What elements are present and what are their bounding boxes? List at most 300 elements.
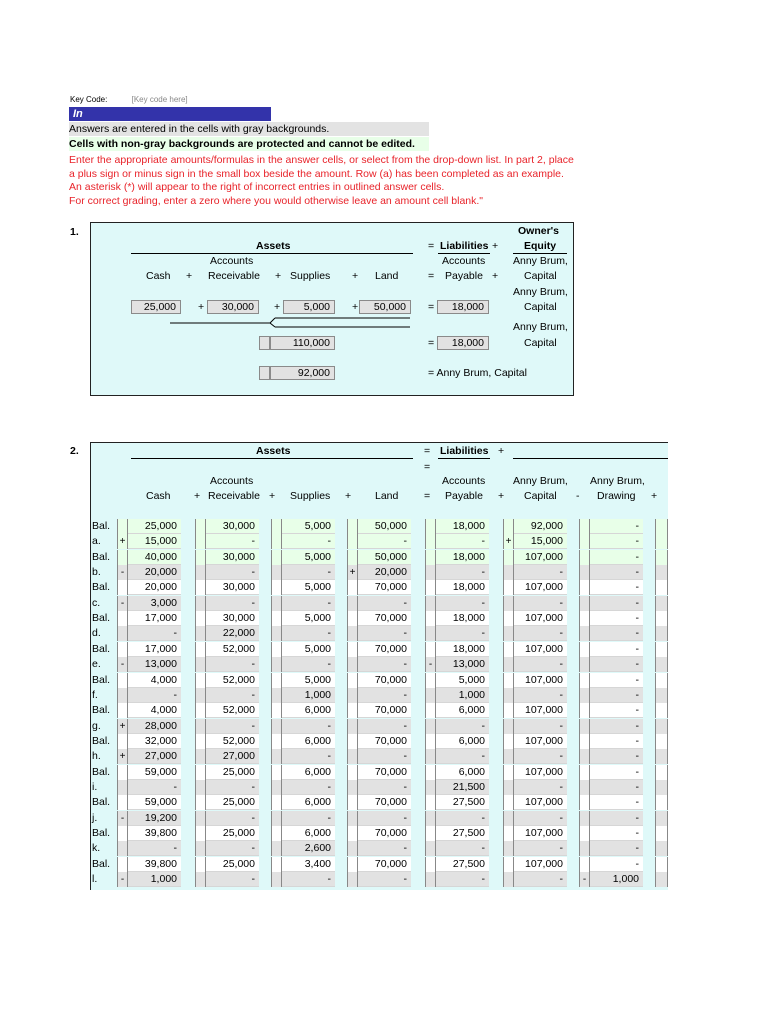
supplies-label: Supplies [290,270,331,282]
supplies-cell[interactable]: - [282,719,335,734]
accounts-payable-cell[interactable]: 6,000 [436,734,489,749]
supplies-sign-box[interactable] [271,811,282,826]
accounts-receivable-sign-box[interactable] [195,657,206,672]
capital-sign-box[interactable] [503,841,514,856]
accounts-receivable-sign-box[interactable] [195,719,206,734]
capital-cell[interactable]: - [514,657,567,672]
overflow-cell [655,580,668,595]
row-label: g. [92,720,101,732]
drawing-sign-box[interactable] [579,780,590,795]
accounts-payable-sign-box[interactable] [425,565,436,580]
cash-sign-box[interactable]: - [117,811,128,826]
capital-sign-box[interactable] [503,719,514,734]
drawing-cell[interactable]: - [590,703,643,718]
drawing-sign-box[interactable] [579,565,590,580]
land-cell[interactable]: - [358,688,411,703]
land-sign-box [347,857,358,872]
cash-sign-box[interactable]: - [117,872,128,887]
accounts-receivable-sign-box [195,765,206,780]
drawing-sign-box[interactable] [579,688,590,703]
accounts-payable-cell[interactable]: 27,500 [436,826,489,841]
accounts-payable-cell[interactable]: 5,000 [436,673,489,688]
drawing-sign-box [579,857,590,872]
capital-sign-box[interactable] [503,565,514,580]
capital-cell[interactable]: - [514,596,567,611]
land-sign-box[interactable] [347,688,358,703]
capital-cell[interactable]: 107,000 [514,673,567,688]
drawing-sign-box[interactable] [579,811,590,826]
capital-cell[interactable]: - [514,719,567,734]
supplies-cell[interactable]: - [282,626,335,641]
drawing-cell[interactable]: - [590,857,643,872]
accounts-payable-cell[interactable]: 21,500 [436,780,489,795]
accounts-receivable-cell[interactable]: 25,000 [206,826,259,841]
cash-cell[interactable]: 59,000 [128,795,181,810]
sign-box[interactable] [259,336,270,350]
accounts-payable-sign-box [425,673,436,688]
cash-sign-box [117,857,128,872]
land-sign-box[interactable] [347,811,358,826]
accounts-receivable-cell[interactable]: 25,000 [206,765,259,780]
land-sign-box [347,534,358,549]
row-label: k. [92,842,101,854]
drawing-sign-box[interactable] [579,596,590,611]
cash-cell[interactable]: 4,000 [128,703,181,718]
equity-heading: Equity [524,240,557,252]
accounts-receivable-cell[interactable]: - [206,565,259,580]
row-label: Bal. [92,704,111,716]
supplies-cell[interactable]: 2,600 [282,841,335,856]
accounts-payable-sign-box[interactable] [425,811,436,826]
supplies-cell[interactable]: - [282,780,335,795]
land-sign-box[interactable] [347,780,358,795]
cash-cell: 15,000 [128,534,181,549]
cash-cell[interactable]: 13,000 [128,657,181,672]
supplies-sign-box [271,857,282,872]
drawing-cell[interactable]: - [590,841,643,856]
accounts-payable-sign-box[interactable] [425,872,436,887]
supplies-cell[interactable]: 6,000 [282,765,335,780]
supplies-cell[interactable]: 6,000 [282,826,335,841]
drawing-sign-box[interactable] [579,749,590,764]
capital-sign-box[interactable] [503,596,514,611]
accounts-receivable-cell[interactable]: 52,000 [206,642,259,657]
supplies-sign-box[interactable] [271,626,282,641]
supplies-sign-box [271,534,282,549]
accounts-receivable-sign-box[interactable] [195,565,206,580]
accounts-payable-sign-box [425,795,436,810]
supplies-sign-box[interactable] [271,657,282,672]
land-cell[interactable]: 20,000 [358,565,411,580]
capital-cell[interactable]: 107,000 [514,642,567,657]
cash-cell[interactable]: 39,800 [128,857,181,872]
drawing-cell[interactable]: - [590,596,643,611]
drawing-sign-box [579,580,590,595]
accounts-receivable-cell[interactable]: - [206,872,259,887]
accounts-payable-sign-box [425,550,436,565]
accounts-receivable-cell[interactable]: 30,000 [206,611,259,626]
total-assets-input[interactable]: 110,000 [270,336,335,350]
accounts-payable-cell[interactable]: 1,000 [436,688,489,703]
land-cell[interactable]: - [358,872,411,887]
supplies-cell[interactable]: - [282,872,335,887]
key-code [70,95,188,104]
drawing-cell[interactable]: - [590,780,643,795]
capital-sign-box[interactable] [503,749,514,764]
accounts-payable-sign-box [425,534,436,549]
supplies-cell[interactable]: - [282,749,335,764]
capital-sign-box[interactable] [503,657,514,672]
capital-cell[interactable]: - [514,872,567,887]
note-protected-cells: Cells with non-gray backgrounds are protected and cannot be edited. [69,137,429,151]
land-sign-box [347,580,358,595]
land-cell[interactable]: - [358,780,411,795]
accounts-payable-sign-box[interactable] [425,626,436,641]
land-cell[interactable]: 70,000 [358,703,411,718]
land-cell[interactable]: 70,000 [358,734,411,749]
accounts-receivable-cell[interactable]: - [206,719,259,734]
capital-cell[interactable]: - [514,841,567,856]
cash-sign-box [117,703,128,718]
accounts-receivable-cell[interactable]: 30,000 [206,580,259,595]
drawing-cell[interactable]: 1,000 [590,872,643,887]
land-cell[interactable]: 70,000 [358,580,411,595]
capital-sign-box[interactable] [503,780,514,795]
accounts-payable-input[interactable]: 18,000 [437,300,489,314]
accounts-payable-cell[interactable]: 27,500 [436,857,489,872]
drawing-cell[interactable]: - [590,657,643,672]
accounts-payable-cell[interactable]: 27,500 [436,795,489,810]
supplies-sign-box[interactable] [271,872,282,887]
capital-input[interactable]: 92,000 [270,366,335,380]
land-cell[interactable]: 70,000 [358,795,411,810]
cash-cell[interactable]: 17,000 [128,642,181,657]
land-sign-box[interactable] [347,749,358,764]
capital-sign-box [503,734,514,749]
land-cell[interactable]: 70,000 [358,826,411,841]
capital-cell[interactable]: 107,000 [514,580,567,595]
capital-sign-box[interactable] [503,872,514,887]
instruction-line: Enter the appropriate amounts/formulas in the answer cells, or select from the drop-down list. In part 2, place [69,154,574,166]
row-label: Bal. [92,735,111,747]
row-label: h. [92,750,101,762]
accounts-payable-cell[interactable]: - [436,811,489,826]
drawing-sign-box [579,611,590,626]
accounts-payable-cell[interactable]: 6,000 [436,765,489,780]
land-sign-box[interactable] [347,719,358,734]
overflow-cell [655,626,668,641]
supplies-cell[interactable]: - [282,657,335,672]
drawing-cell[interactable]: - [590,673,643,688]
capital-result-label: = Anny Brum, Capital [428,367,527,379]
drawing-cell[interactable]: - [590,734,643,749]
supplies-cell[interactable]: 5,000 [282,580,335,595]
supplies-sign-box[interactable] [271,841,282,856]
land-cell[interactable]: - [358,841,411,856]
capital-cell[interactable]: 107,000 [514,857,567,872]
key-code-value[interactable]: [Key code here] [131,95,188,104]
supplies-sign-box[interactable] [271,719,282,734]
equals-sign: = [428,270,435,282]
cash-sign-box[interactable] [117,780,128,795]
cash-cell[interactable]: - [128,780,181,795]
capital-cell[interactable]: - [514,688,567,703]
land-input[interactable]: 50,000 [359,300,411,314]
land-cell[interactable]: 70,000 [358,673,411,688]
supplies-cell[interactable]: 5,000 [282,611,335,626]
accounts-receivable-cell[interactable]: 52,000 [206,734,259,749]
accounts-payable-sign-box[interactable] [425,688,436,703]
accounts-payable-cell[interactable]: 18,000 [436,642,489,657]
supplies-sign-box[interactable] [271,749,282,764]
drawing-cell[interactable]: - [590,811,643,826]
capital-label: Capital [524,490,557,502]
overflow-cell [655,519,668,534]
accounts-payable-cell[interactable]: - [436,565,489,580]
cash-sign-box [117,550,128,565]
equals-sign: = [428,301,435,313]
accounts-payable-sign-box[interactable] [425,749,436,764]
cash-input[interactable]: 25,000 [131,300,181,314]
overflow-cell [655,534,668,549]
accounts-payable-cell[interactable]: 18,000 [436,611,489,626]
accounts-receivable-sign-box [195,519,206,534]
accounts-payable-sign-box[interactable] [425,780,436,795]
accounts-payable-sign-box[interactable] [425,719,436,734]
drawing-sign-box[interactable] [579,719,590,734]
capital-cell[interactable]: 107,000 [514,765,567,780]
overflow-cell [655,642,668,657]
accounts-payable-cell[interactable]: 13,000 [436,657,489,672]
land-cell[interactable]: 70,000 [358,857,411,872]
accounts-receivable-input[interactable]: 30,000 [207,300,259,314]
row-label: Bal. [92,674,111,686]
drawing-cell[interactable]: - [590,688,643,703]
cash-cell[interactable]: - [128,688,181,703]
cash-sign-box[interactable] [117,841,128,856]
supplies-cell[interactable]: 1,000 [282,688,335,703]
accounts-receivable-cell[interactable]: - [206,841,259,856]
cash-cell[interactable]: 19,200 [128,811,181,826]
accounts-payable-cell[interactable]: - [436,872,489,887]
overflow-cell [655,780,668,795]
capital-cell[interactable]: - [514,626,567,641]
accounts-receivable-sign-box[interactable] [195,596,206,611]
supplies-sign-box[interactable] [271,780,282,795]
land-cell[interactable]: 70,000 [358,611,411,626]
capital-sign-box[interactable] [503,626,514,641]
accounts-receivable-cell[interactable]: - [206,596,259,611]
row-label: l. [92,873,98,885]
accounts-receivable-cell[interactable]: 52,000 [206,673,259,688]
owner-name-label: Anny Brum, [513,475,568,487]
cash-cell[interactable]: 1,000 [128,872,181,887]
capital-cell[interactable]: 107,000 [514,734,567,749]
land-sign-box[interactable]: + [347,565,358,580]
capital-cell[interactable]: 107,000 [514,795,567,810]
cash-cell[interactable]: 20,000 [128,580,181,595]
row-label: Bal. [92,643,111,655]
accounts-receivable-cell[interactable]: - [206,811,259,826]
instructions [69,154,599,208]
accounts-receivable-sign-box[interactable] [195,749,206,764]
overflow-cell [655,688,668,703]
capital-sign-box [503,611,514,626]
capital-cell[interactable]: 107,000 [514,826,567,841]
cash-cell[interactable]: - [128,841,181,856]
drawing-sign-box [579,734,590,749]
cash-cell[interactable]: 27,000 [128,749,181,764]
supplies-cell[interactable]: - [282,565,335,580]
capital-cell[interactable]: - [514,749,567,764]
payable-label: Payable [445,270,483,282]
drawing-sign-box[interactable] [579,657,590,672]
cash-sign-box[interactable]: + [117,719,128,734]
accounts-payable-cell[interactable]: 6,000 [436,703,489,718]
drawing-cell[interactable]: - [590,749,643,764]
land-sign-box[interactable] [347,872,358,887]
cash-cell[interactable]: 59,000 [128,765,181,780]
accounts-payable-cell[interactable]: - [436,719,489,734]
supplies-cell[interactable]: 5,000 [282,642,335,657]
total-liabilities-input[interactable]: 18,000 [437,336,489,350]
accounts-receivable-cell[interactable]: 22,000 [206,626,259,641]
cash-sign-box [117,826,128,841]
capital-cell[interactable]: 107,000 [514,703,567,718]
land-cell[interactable]: - [358,626,411,641]
accounts-receivable-cell[interactable]: 52,000 [206,703,259,718]
supplies-sign-box[interactable] [271,596,282,611]
land-sign-box[interactable] [347,841,358,856]
row-label: j. [92,812,98,824]
accounts-receivable-cell[interactable]: - [206,657,259,672]
capital-sign-box[interactable] [503,811,514,826]
cash-sign-box: + [117,534,128,549]
cash-sign-box[interactable]: + [117,749,128,764]
land-sign-box[interactable] [347,596,358,611]
cash-label: Cash [146,490,171,502]
capital-cell: 107,000 [514,550,567,565]
plus-sign: + [498,445,505,457]
supplies-cell[interactable]: 6,000 [282,703,335,718]
equals-sign: = [424,490,431,502]
accounts-payable-sign-box[interactable]: - [425,657,436,672]
plus-sign: + [274,301,281,313]
cash-cell[interactable]: 28,000 [128,719,181,734]
drawing-cell[interactable]: - [590,642,643,657]
drawing-cell[interactable]: - [590,580,643,595]
accounts-label: Accounts [442,475,486,487]
cash-cell[interactable]: 3,000 [128,596,181,611]
accounts-payable-cell[interactable]: - [436,749,489,764]
cash-cell[interactable]: 17,000 [128,611,181,626]
supplies-cell[interactable]: 6,000 [282,795,335,810]
cash-cell[interactable]: - [128,626,181,641]
accounts-receivable-cell[interactable]: 25,000 [206,795,259,810]
cash-sign-box[interactable] [117,626,128,641]
drawing-sign-box[interactable] [579,841,590,856]
supplies-sign-box[interactable] [271,565,282,580]
accounts-receivable-sign-box[interactable] [195,872,206,887]
supplies-input[interactable]: 5,000 [283,300,335,314]
cash-cell[interactable]: 39,800 [128,826,181,841]
drawing-cell[interactable]: - [590,719,643,734]
capital-cell[interactable]: - [514,565,567,580]
accounts-payable-cell[interactable]: - [436,626,489,641]
accounts-payable-sign-box[interactable] [425,841,436,856]
capital-cell[interactable]: - [514,811,567,826]
plus-sign: + [498,490,505,502]
land-cell[interactable]: - [358,749,411,764]
accounts-receivable-cell[interactable]: 25,000 [206,857,259,872]
land-cell[interactable]: - [358,657,411,672]
cash-sign-box[interactable]: - [117,565,128,580]
supplies-cell[interactable]: 6,000 [282,734,335,749]
drawing-cell[interactable]: - [590,826,643,841]
supplies-cell[interactable]: - [282,596,335,611]
sign-box[interactable] [259,366,270,380]
drawing-cell[interactable]: - [590,765,643,780]
accounts-receivable-cell[interactable]: - [206,780,259,795]
supplies-cell[interactable]: - [282,811,335,826]
land-sign-box [347,550,358,565]
land-cell[interactable]: - [358,719,411,734]
cash-label: Cash [146,270,171,282]
land-cell[interactable]: 70,000 [358,642,411,657]
accounts-receivable-sign-box[interactable] [195,626,206,641]
cash-cell[interactable]: 32,000 [128,734,181,749]
land-cell[interactable]: - [358,596,411,611]
accounts-payable-sign-box[interactable] [425,596,436,611]
land-sign-box[interactable] [347,626,358,641]
supplies-cell[interactable]: 5,000 [282,673,335,688]
cash-sign-box[interactable]: - [117,596,128,611]
accounts-receivable-sign-box[interactable] [195,841,206,856]
capital-sign-box[interactable] [503,688,514,703]
drawing-sign-box[interactable]: - [579,872,590,887]
drawing-cell[interactable]: - [590,795,643,810]
accounts-payable-cell[interactable]: - [436,841,489,856]
accounts-receivable-cell[interactable]: - [206,688,259,703]
supplies-sign-box [271,611,282,626]
land-cell[interactable]: - [358,811,411,826]
drawing-cell[interactable]: - [590,626,643,641]
drawing-cell[interactable]: - [590,565,643,580]
capital-cell[interactable]: - [514,780,567,795]
equity-underline [513,253,567,254]
land-cell[interactable]: 70,000 [358,765,411,780]
cash-cell[interactable]: 4,000 [128,673,181,688]
instruction-line: An asterisk (*) will appear to the right of incorrect entries in outlined answer cells. [69,181,445,193]
accounts-payable-cell[interactable]: 18,000 [436,580,489,595]
supplies-cell[interactable]: 3,400 [282,857,335,872]
accounts-receivable-sign-box[interactable] [195,811,206,826]
accounts-receivable-sign-box[interactable] [195,688,206,703]
supplies-sign-box[interactable] [271,688,282,703]
drawing-cell[interactable]: - [590,611,643,626]
part1-liabilities-heading: Liabilities [440,240,489,252]
land-sign-box[interactable] [347,657,358,672]
cash-sign-box[interactable] [117,688,128,703]
accounts-receivable-sign-box[interactable] [195,780,206,795]
accounts-payable-cell[interactable]: - [436,596,489,611]
cash-sign-box[interactable]: - [117,657,128,672]
capital-cell[interactable]: 107,000 [514,611,567,626]
drawing-sign-box[interactable] [579,626,590,641]
accounts-receivable-cell[interactable]: 27,000 [206,749,259,764]
cash-cell[interactable]: 20,000 [128,565,181,580]
accounts-receivable-sign-box [195,703,206,718]
